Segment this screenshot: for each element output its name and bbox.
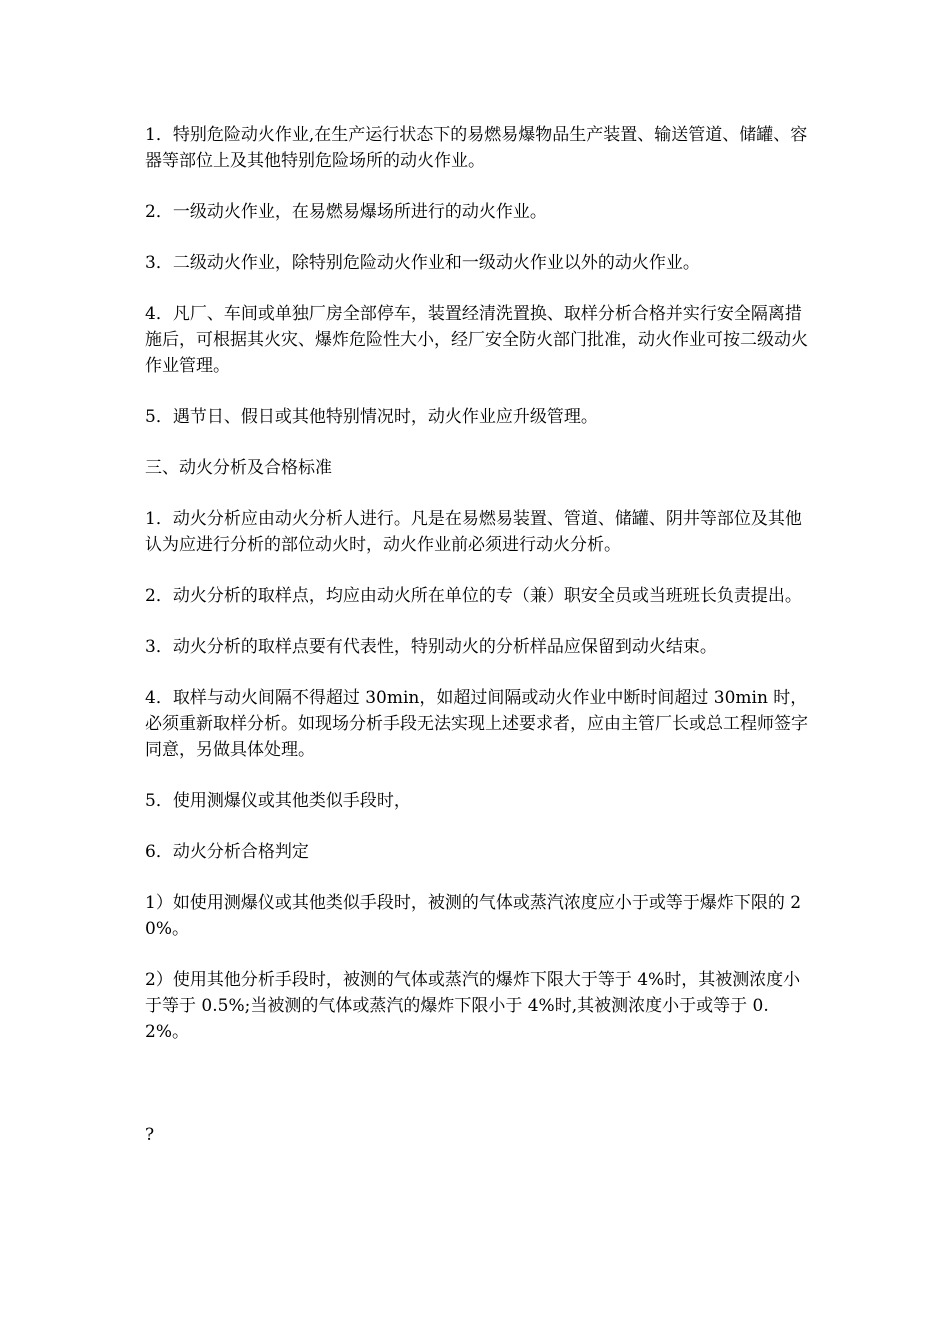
- paragraph-special-hot-work: 1．特别危险动火作业,在生产运行状态下的易燃易爆物品生产装置、输送管道、储罐、容器等部位上及其他特别危险场所的动火作业。: [145, 125, 808, 171]
- paragraph-explosimeter-use: 5．使用测爆仪或其他类似手段时，: [145, 791, 411, 811]
- paragraph-representative-sample: 3．动火分析的取样点要有代表性，特别动火的分析样品应保留到动火结束。: [145, 637, 717, 657]
- trailing-question-mark: ?: [145, 1125, 155, 1145]
- paragraph-sampling-point: 2．动火分析的取样点，均应由动火所在单位的专（兼）职安全员或当班班长负责提出。: [145, 586, 802, 606]
- paragraph-criteria-other-methods: 2）使用其他分析手段时，被测的气体或蒸汽的爆炸下限大于等于 4%时，其被测浓度小于等于 0.5%;当被测的气体或蒸汽的爆炸下限小于 4%时,其被测浓度小于或等于 0.2%。: [145, 970, 801, 1042]
- paragraph-level-two-hot-work: 3．二级动火作业，除特别危险动火作业和一级动火作业以外的动火作业。: [145, 253, 700, 273]
- paragraph-sampling-interval: 4．取样与动火间隔不得超过 30min，如超过间隔或动火作业中断时间超过 30min 时，必须重新取样分析。如现场分析手段无法实现上述要求者，应由主管厂长或总工程师签字同意，另做具体处理。: [145, 688, 808, 760]
- paragraph-full-shutdown: 4．凡厂、车间或单独厂房全部停车，装置经清洗置换、取样分析合格并实行安全隔离措施后，可根据其火灾、爆炸危险性大小，经厂安全防火部门批准，动火作业可按二级动火作业管理。: [145, 304, 808, 376]
- paragraph-qualification-criteria: 6．动火分析合格判定: [145, 842, 309, 862]
- paragraph-analysis-by-analyst: 1．动火分析应由动火分析人进行。凡是在易燃易装置、管道、储罐、阴井等部位及其他认为应进行分析的部位动火时，动火作业前必须进行动火分析。: [145, 509, 802, 555]
- paragraph-holiday-upgrade: 5．遇节日、假日或其他特别情况时，动火作业应升级管理。: [145, 407, 598, 427]
- paragraph-criteria-explosimeter: 1）如使用测爆仪或其他类似手段时，被测的气体或蒸汽浓度应小于或等于爆炸下限的 20%。: [145, 893, 802, 939]
- paragraph-level-one-hot-work: 2．一级动火作业，在易燃易爆场所进行的动火作业。: [145, 202, 547, 222]
- section-heading-analysis-standards: 三、动火分析及合格标准: [145, 458, 332, 478]
- document-body: [145, 122, 810, 1070]
